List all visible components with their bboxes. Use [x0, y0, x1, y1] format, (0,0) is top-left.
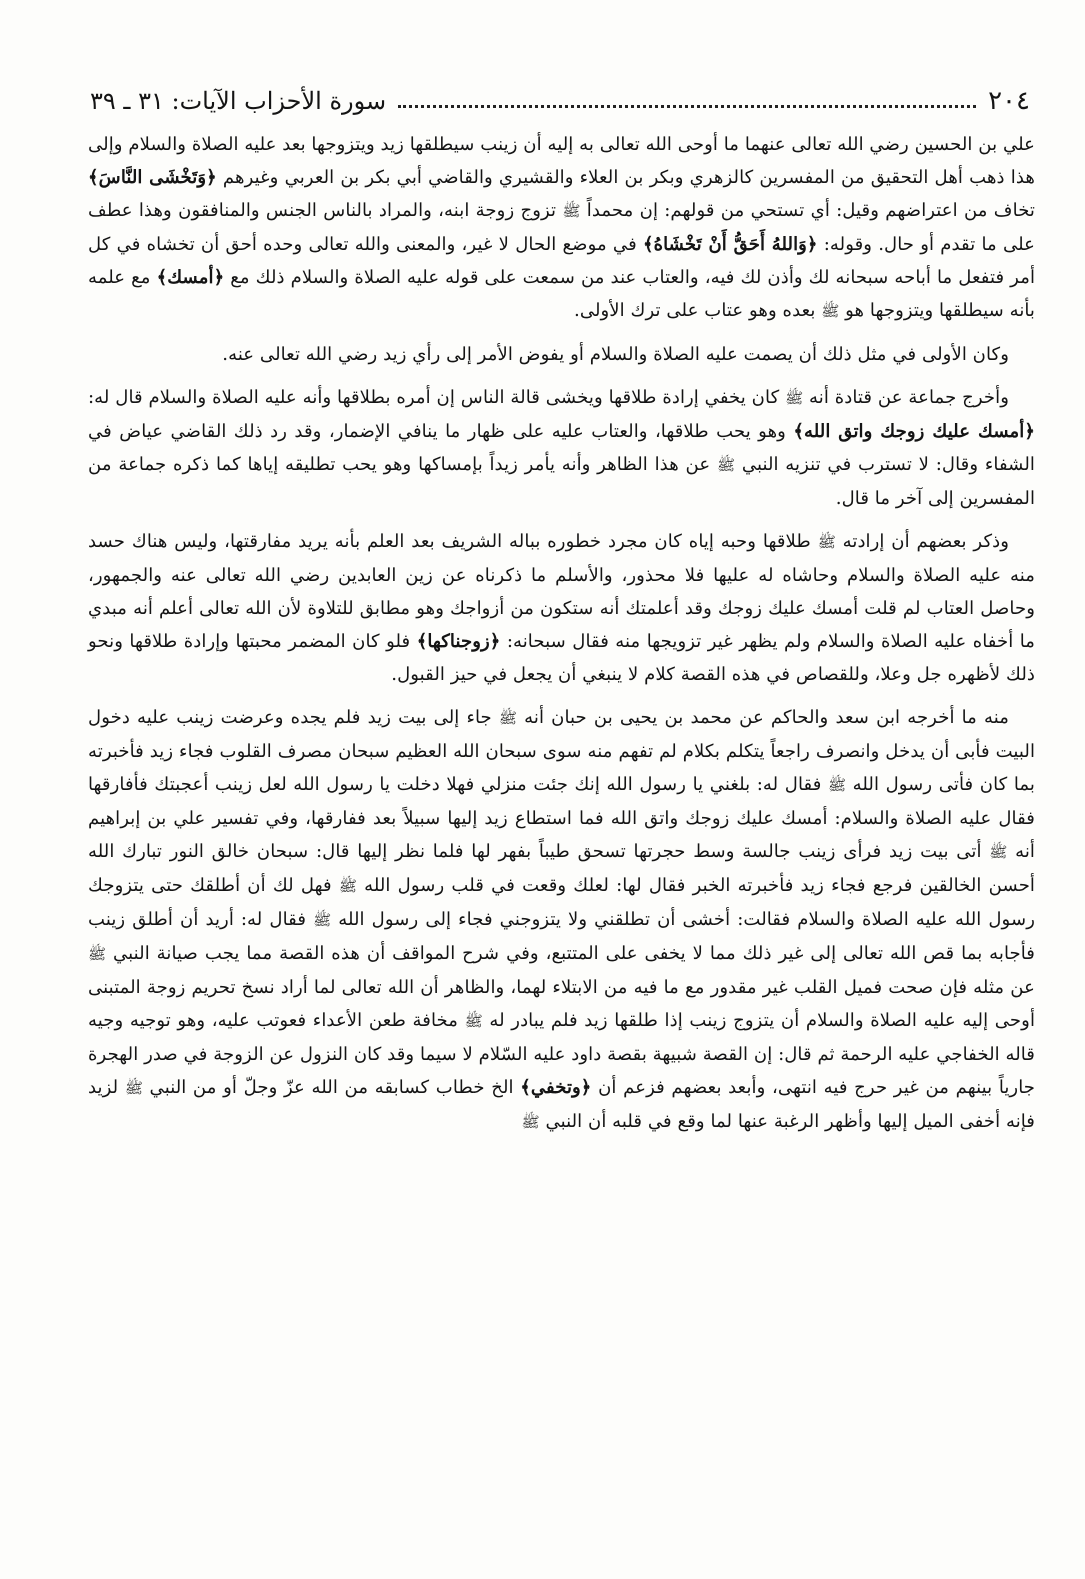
salawat-symbol: ﷺ [562, 202, 581, 220]
salawat-symbol: ﷺ [498, 709, 518, 727]
salawat-symbol: ﷺ [716, 456, 736, 474]
quran-quote: ﴿وتخفي﴾ [520, 1077, 592, 1098]
page-number: ٢٠٤ [988, 86, 1030, 116]
paragraph-text: لزيد فإنه أخفى الميل إليها وأظهر الرغبة عنها لما وقع في قلبه أن النبي [88, 1077, 1035, 1132]
paragraph-text: تزوج زوجة ابنه، والمراد بالناس الجنس والمنافقون وهذا عطف على ما تقدم أو حال. وقوله: [88, 200, 1035, 255]
salawat-symbol: ﷺ [521, 1113, 540, 1131]
paragraph-text: فقال له: أريد أن أطلق زينب فأجابه بما قص الله تعالى إلى غير ذلك مما لا يخفى على المتتبع، وفي شرح المواقف أن هذه القصة مما يجب صيانة النبي [88, 909, 1035, 964]
paragraph-text: علي بن الحسين رضي الله تعالى عنهما ما أوحى الله تعالى به إليه أن زينب سيطلقها زيد ويتزوجها بعد عليه الصلاة والسلام وإلى هذا ذهب أهل التحقيق من المفسرين كالزهري وبكر بن العلاء والقشيري والقاضي أبي بكر بن العربي وغيرهم [88, 134, 1035, 188]
paragraph [88, 338, 1035, 371]
paragraph-text: كان يخفي إرادة طلاقها ويخشى قالة الناس إن أمره بطلاقها وأنه عليه الصلاة والسلام قال له: [88, 387, 786, 408]
paragraph [88, 701, 1035, 1139]
paragraph-text: مع علمه بأنه سيطلقها ويتزوجها هو [88, 267, 1035, 321]
paragraph-text: أتى بيت زيد فرأى زينب جالسة وسط حجرتها تسحق طيباً بفهر لها فلما نظر إليها قال: سبحان خالق النور تبارك الله أحسن الخالقين فرجع فجاء زيد فأخبرته الخبر فقال لها: لعلك وقعت في قلب رسول الله [88, 841, 1035, 896]
quran-quote: ﴿زوجناكها﴾ [416, 631, 501, 652]
quran-quote: ﴿وَاللهُ أَحَقُّ أَنْ تَخْشَاهُ﴾ [642, 234, 818, 255]
paragraph-text: وهو يحب طلاقها، والعتاب عليه على ظهار ما ينافي الإضمار، وقد رد ذلك القاضي عياض في الشفاء وقال: لا تسترب في تنزيه النبي [88, 421, 1035, 475]
paragraph-text: تخاف من اعتراضهم وقيل: أي تستحي من قولهم: إن محمداً [580, 200, 1035, 221]
paragraph-text: فلو كان المضمر محبتها وإرادة طلاقها ونحو ذلك لأظهره جل وعلا، وللقصاص في هذه القصة كلام لا ينبغي أن يجعل في حيز القبول. [88, 631, 1035, 685]
salawat-symbol: ﷺ [464, 1012, 483, 1030]
quran-quote: ﴿أمسك﴾ [156, 267, 225, 288]
paragraph-text: وذكر بعضهم أن إرادته [835, 531, 1010, 552]
paragraph-text: مخافة طعن الأعداء فعوتب عليه، وهو توجيه وجيه قاله الخفاجي عليه الرحمة ثم قال: إن القصة شبيهة بقصة داود عليه السّلام لا سيما وقد كان النزول عن الزوجة في صدر الهجرة جارياً بينهم من غير حرج فيه انتهى، وأبعد بعضهم فزعم أن [88, 1010, 1035, 1098]
paragraph-text: في موضع الحال لا غير، والمعنى والله تعالى وحده أحق أن تخشاه في كل أمر فتفعل ما أباحه سبحانه لك وأذن لك فيه، والعتاب عند من سمعت على قوله عليه الصلاة والسلام ذلك مع [88, 234, 1036, 288]
paragraph-text: فقال له: بلغني يا رسول الله إنك جئت منزلي فهلا دخلت يا رسول الله لعل زينب أعجبتك فأفارقها فقال عليه الصلاة والسلام: أمسك عليك زوجك واتق الله فما استطاع زيد إليها سبيلاً بعد ففارقها، وفي تفسير علي بن إبراهيم أنه [88, 774, 1035, 862]
header-dotted-leader [398, 105, 976, 108]
surah-title: سورة الأحزاب الآيات: ٣١ ـ ٣٩ [90, 87, 387, 115]
quran-quote: ﴿أمسك عليك زوجك واتق الله﴾ [793, 421, 1035, 442]
salawat-symbol: ﷺ [338, 877, 357, 895]
paragraph [88, 381, 1035, 515]
paragraph-text: بعده وهو عتاب على ترك الأولى. [574, 300, 822, 321]
salawat-symbol: ﷺ [821, 302, 840, 320]
page-header [90, 76, 1030, 116]
paragraph-text: منه ما أخرجه ابن سعد والحاكم عن محمد بن يحيى بن حبان أنه [517, 707, 1009, 728]
paragraph [88, 128, 1035, 328]
paragraph-text: وكان الأولى في مثل ذلك أن يصمت عليه الصلاة والسلام أو يفوض الأمر إلى رأي زيد رضي الله تعالى عنه. [222, 344, 1009, 365]
paragraph-text: عن هذا الظاهر وأنه يأمر زيداً بإمساكها وهو يحب تطليقه إياها كما ذكره جماعة من المفسرين إلى آخر ما قال. [88, 454, 1035, 509]
paragraph-text: جاء إلى بيت زيد فلم يجده وعرضت زينب عليه دخول البيت فأبى أن يدخل وانصرف راجعاً يتكلم بكلام لم تفهم منه سوى سبحان الله العظيم سبحان مصرف القلوب فجاء زيد فأخبرته بما كان فأتى رسول الله [88, 707, 1035, 795]
salawat-symbol: ﷺ [827, 776, 847, 794]
salawat-symbol: ﷺ [88, 945, 107, 963]
paragraph-text: فهل لك أن أطلقك حتى يتزوجك رسول الله عليه الصلاة والسلام فقالت: أخشى أن تطلقني ولا يتزوجني فجاء إلى رسول الله [88, 875, 1035, 930]
salawat-symbol: ﷺ [124, 1079, 143, 1097]
salawat-symbol: ﷺ [989, 843, 1008, 861]
salawat-symbol: ﷺ [313, 911, 332, 929]
paragraph-text: الخ خطاب كسابقه من الله عزّ وجلّ أو من النبي [142, 1077, 521, 1098]
paragraph [88, 525, 1035, 691]
page-body [88, 128, 1035, 1549]
salawat-symbol: ﷺ [785, 389, 804, 407]
salawat-symbol: ﷺ [817, 533, 836, 551]
paragraph-text: عن مثله فإن صحت فميل القلب غير مقدور مع ما فيه من الابتلاء لهما، والظاهر أن الله تعالى لما أراد نسخ تحريم زوجة المتبنى أوحى إليه عليه الصلاة والسلام أن يتزوج زينب إذا طلقها زيد فلم يبادر له [88, 977, 1035, 1031]
quran-quote: ﴿وَتَخْشَى النَّاسَ﴾ [88, 167, 217, 188]
paragraph-text: وأخرج جماعة عن قتادة أنه [803, 387, 1009, 408]
paragraph-text: طلاقها وحبه إياه كان مجرد خطوره بباله الشريف بعد العلم بأنه يريد مفارقتها، وليس هناك حسد منه عليه الصلاة والسلام وحاشاه له عليها فلا محذور، والأسلم ما ذكرناه عن زين العابدين رضي الله تعالى عنه والجمهور، وحاصل العتاب لم قلت أمسك عليك زوجك وقد أعلمتك أنه ستكون من أزواجك وهو مطابق للتلاوة لأن الله تعالى أعلم أنه مبدي ما أخفاه عليه الصلاة والسلام ولم يظهر غير تزويجها منه فقال سبحانه: [88, 531, 1035, 652]
